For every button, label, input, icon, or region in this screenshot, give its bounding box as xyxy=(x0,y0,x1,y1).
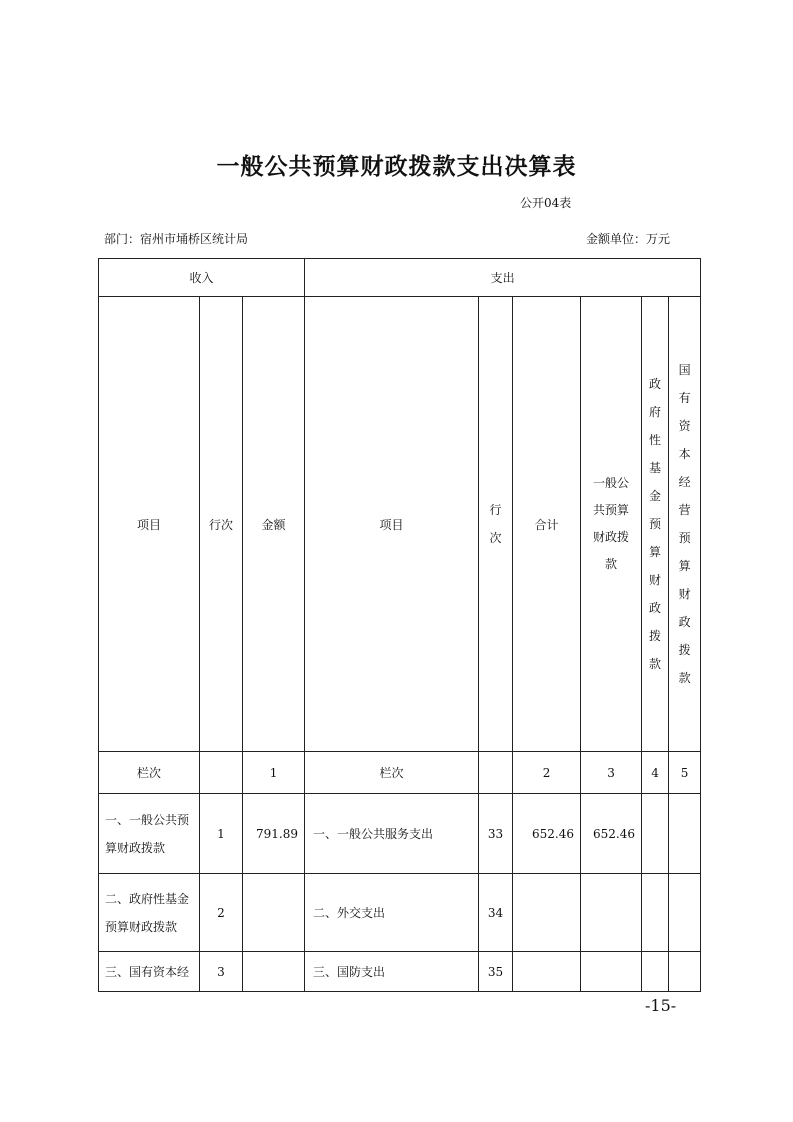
header-char: 一般公 xyxy=(593,476,630,490)
index-general-no: 3 xyxy=(581,752,642,794)
index-label-right: 栏次 xyxy=(305,752,479,794)
header-char: 共预算 xyxy=(593,503,630,517)
col-amount: 金额 xyxy=(243,297,305,752)
header-char: 款 xyxy=(678,671,691,685)
index-state-no: 5 xyxy=(669,752,701,794)
general-value xyxy=(581,874,642,952)
header-char: 金 xyxy=(649,489,662,503)
col-expense-line xyxy=(479,297,513,752)
expense-line: 35 xyxy=(479,952,513,992)
state-capital-value xyxy=(669,794,701,874)
expense-item: 三、国防支出 xyxy=(305,952,479,992)
gov-fund-value xyxy=(642,952,669,992)
table-row xyxy=(99,952,701,992)
header-char: 款 xyxy=(605,557,618,571)
expense-line: 34 xyxy=(479,874,513,952)
col-income-line: 行次 xyxy=(200,297,243,752)
header-column-row xyxy=(99,297,701,752)
col-general xyxy=(581,297,642,752)
col-gov-fund xyxy=(642,297,669,752)
col-state-capital xyxy=(669,297,701,752)
header-char: 算 xyxy=(649,545,662,559)
budget-table xyxy=(98,258,701,992)
index-total-no: 2 xyxy=(513,752,581,794)
header-char: 经 xyxy=(678,475,691,489)
header-char: 本 xyxy=(678,447,691,461)
income-item: 二、政府性基金 预算财政拨款 xyxy=(99,874,200,952)
header-char: 国 xyxy=(678,363,691,377)
income-line: 2 xyxy=(200,874,243,952)
income-amount xyxy=(243,874,305,952)
unit-label: 金额单位：万元 xyxy=(586,232,671,246)
gov-fund-value xyxy=(642,874,669,952)
header-char: 次 xyxy=(489,531,502,545)
header-char: 府 xyxy=(649,405,662,419)
header-group-row xyxy=(99,259,701,297)
header-char: 算 xyxy=(678,559,691,573)
col-expense-item: 项目 xyxy=(305,297,479,752)
general-value: 652.46 xyxy=(581,794,642,874)
header-char: 营 xyxy=(678,503,691,517)
index-gov-no: 4 xyxy=(642,752,669,794)
income-line: 1 xyxy=(200,794,243,874)
expense-item: 二、外交支出 xyxy=(305,874,479,952)
state-capital-value xyxy=(669,952,701,992)
department-label: 部门：宿州市埇桥区统计局 xyxy=(104,232,249,246)
index-amount-no: 1 xyxy=(243,752,305,794)
header-char: 款 xyxy=(649,657,662,671)
header-char: 有 xyxy=(678,391,691,405)
col-total: 合计 xyxy=(513,297,581,752)
index-empty xyxy=(479,752,513,794)
expense-group-header: 支出 xyxy=(305,259,701,297)
income-amount: 791.89 xyxy=(243,794,305,874)
form-code: 公开04表 xyxy=(520,196,572,210)
total-value xyxy=(513,952,581,992)
header-char: 资 xyxy=(678,419,691,433)
header-char: 财 xyxy=(678,587,691,601)
document-title: 一般公共预算财政拨款支出决算表 xyxy=(216,154,577,180)
table-row xyxy=(99,874,701,952)
header-char: 预 xyxy=(678,531,691,545)
header-char: 基 xyxy=(649,461,662,475)
income-line: 3 xyxy=(200,952,243,992)
header-char: 财 xyxy=(649,573,662,587)
state-capital-value xyxy=(669,874,701,952)
total-value xyxy=(513,874,581,952)
header-char: 拨 xyxy=(678,643,691,657)
gov-fund-value xyxy=(642,794,669,874)
general-value xyxy=(581,952,642,992)
index-row xyxy=(99,752,701,794)
index-label-left: 栏次 xyxy=(99,752,200,794)
page-number: -15- xyxy=(645,996,677,1015)
income-item: 三、国有资本经 xyxy=(99,952,200,992)
index-empty xyxy=(200,752,243,794)
total-value: 652.46 xyxy=(513,794,581,874)
header-char: 预 xyxy=(649,517,662,531)
header-char: 政 xyxy=(649,601,662,615)
col-income-item: 项目 xyxy=(99,297,200,752)
income-group-header: 收入 xyxy=(99,259,305,297)
header-char: 拨 xyxy=(649,629,662,643)
expense-item: 一、一般公共服务支出 xyxy=(305,794,479,874)
income-amount xyxy=(243,952,305,992)
income-item: 一、一般公共预 算财政拨款 xyxy=(99,794,200,874)
header-char: 性 xyxy=(649,433,662,447)
header-char: 政 xyxy=(649,377,662,391)
header-char: 财政拨 xyxy=(593,530,630,544)
header-char: 行 xyxy=(489,503,502,517)
table-row xyxy=(99,794,701,874)
expense-line: 33 xyxy=(479,794,513,874)
header-char: 政 xyxy=(678,615,691,629)
